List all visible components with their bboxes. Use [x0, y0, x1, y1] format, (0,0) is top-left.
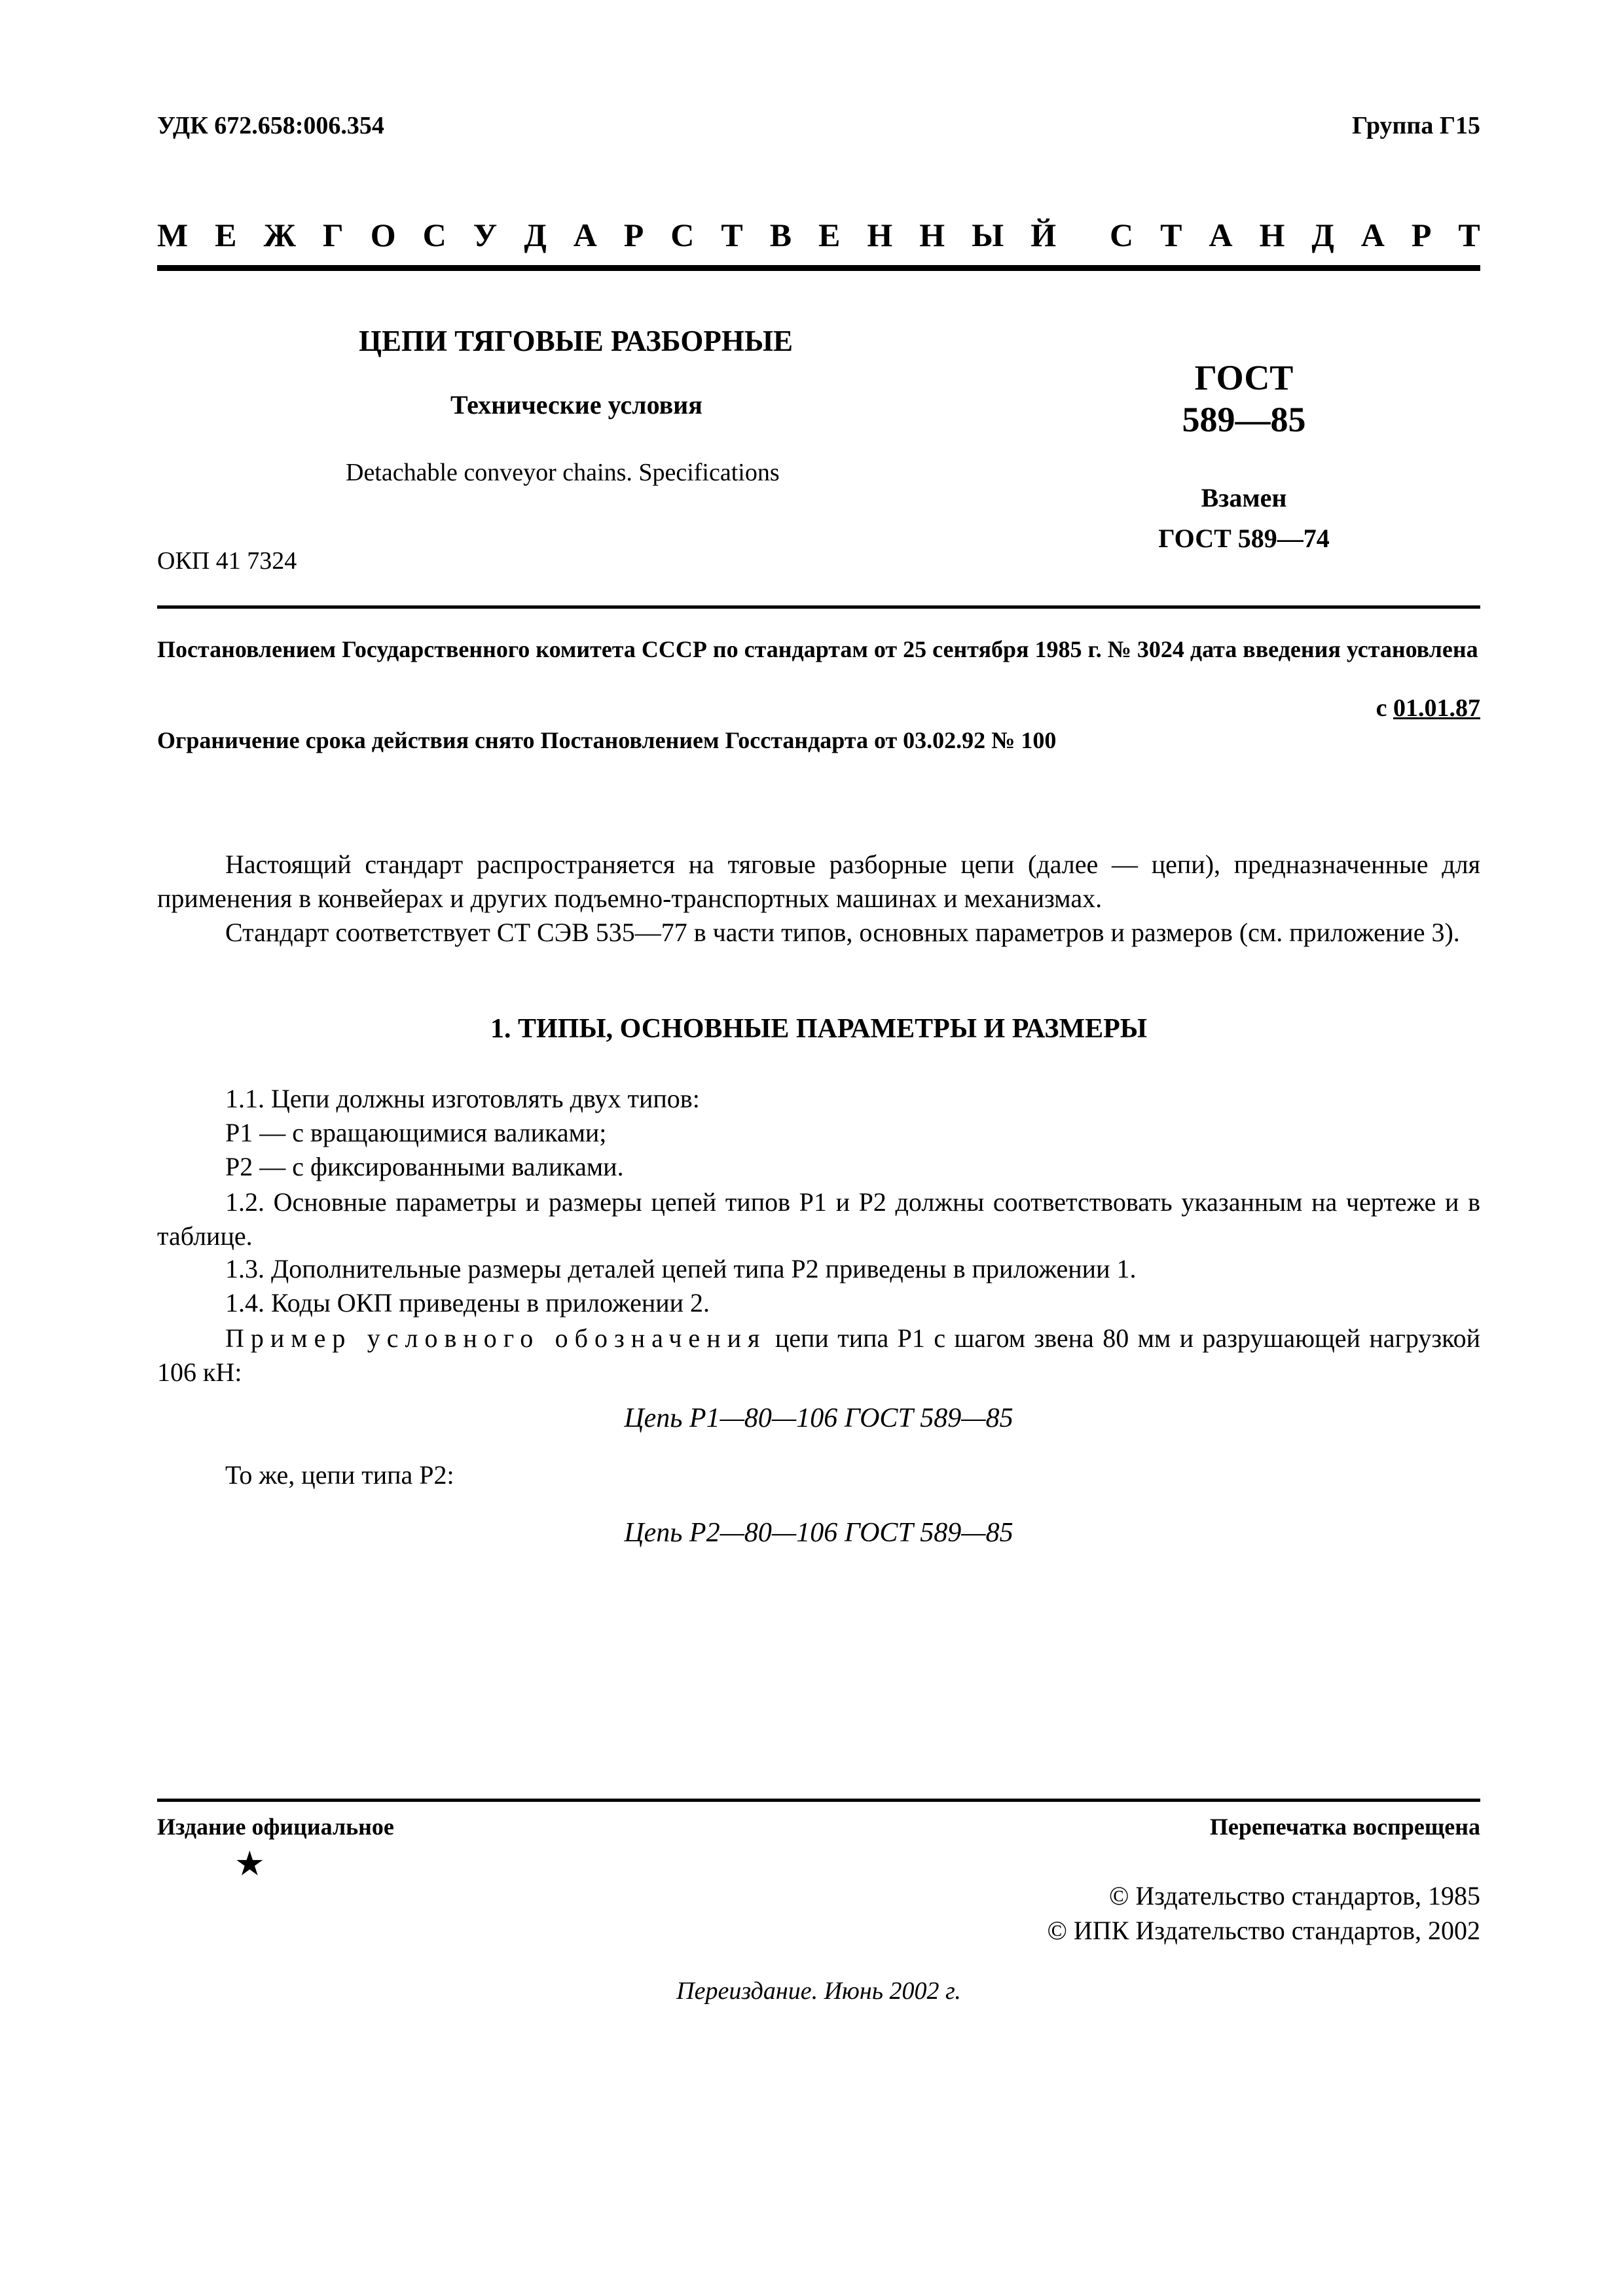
english-title: Detachable conveyor chains. Specifications: [346, 459, 780, 486]
star-icon: ★: [234, 1846, 265, 1883]
interstate-letter: С: [1110, 217, 1134, 253]
document-title: ЦЕПИ ТЯГОВЫЕ РАЗБОРНЫЕ: [359, 325, 793, 357]
interstate-letter: Т: [1160, 217, 1182, 253]
replaces-label: Взамен: [1201, 483, 1287, 512]
interstate-letter: А: [1209, 217, 1233, 253]
header-rule: [157, 265, 1480, 271]
gost-label: ГОСТ: [1194, 358, 1294, 397]
item-1-1: 1.1. Цепи должны изготовлять двух типов:: [225, 1084, 700, 1113]
item-1-2: 1.2. Основные параметры и размеры цепей типов Р1 и Р2 должны соответствовать указанным на чертеже и в таблице.: [157, 1187, 1480, 1251]
interstate-letter: У: [473, 217, 498, 253]
decree-text: Постановлением Государственного комитета СССР по стандартам от 25 сентября 1985 г. № 3024 дата введения установлена: [157, 636, 1478, 662]
interstate-letter: Р: [623, 217, 644, 253]
limit-removed-note: Ограничение срока действия снято Постановлением Госстандарта от 03.02.92 № 100: [157, 727, 1057, 753]
interstate-letter: Г: [322, 217, 344, 253]
interstate-letter: Д: [1311, 217, 1334, 253]
example-text: цепи типа Р1 с шагом звена 80 мм и разрушающей нагрузкой 106 кН:: [157, 1323, 1480, 1387]
interstate-letter: С: [670, 217, 695, 253]
type-p1: Р1 — с вращающимися валиками;: [225, 1118, 607, 1147]
okp-code: ОКП 41 7324: [157, 547, 297, 575]
item-1-4: 1.4. Коды ОКП приведены в приложении 2.: [225, 1288, 710, 1318]
footer-rule: [157, 1799, 1480, 1802]
interstate-letter: А: [1360, 217, 1385, 253]
date-prefix: с: [1376, 694, 1387, 722]
replaces-block: [1113, 478, 1375, 559]
section-1-heading: 1. ТИПЫ, ОСНОВНЫЕ ПАРАМЕТРЫ И РАЗМЕРЫ: [490, 1014, 1148, 1044]
interstate-letter: Н: [1259, 217, 1285, 253]
interstate-letter: Р: [1411, 217, 1432, 253]
document-subtitle: Технические условия: [450, 390, 702, 420]
example-designation-p1: Цепь Р1—80—106 ГОСТ 589—85: [624, 1403, 1013, 1433]
date-value: 01.01.87: [1393, 694, 1480, 722]
example-lead: Пример условного обозначения: [225, 1323, 767, 1353]
interstate-standard-heading: [157, 216, 1480, 254]
interstate-letter: А: [573, 217, 597, 253]
gost-number: 589—85: [1182, 400, 1306, 439]
interstate-letter: Ы: [972, 217, 1004, 253]
interstate-letter: Е: [215, 217, 237, 253]
interstate-letter: Т: [721, 217, 743, 253]
interstate-letter: Е: [818, 217, 841, 253]
udk-code: УДК 672.658:006.354: [157, 112, 384, 139]
item-1-3: 1.3. Дополнительные размеры деталей цепей типа Р2 приведены в приложении 1.: [225, 1254, 1137, 1283]
interstate-letter: В: [769, 217, 792, 253]
interstate-letter: М: [157, 217, 189, 253]
interstate-letter: Н: [867, 217, 893, 253]
interstate-letter: Ж: [263, 217, 296, 253]
group-code: Группа Г15: [1352, 112, 1480, 139]
type-p2: Р2 — с фиксированными валиками.: [225, 1152, 624, 1181]
interstate-letter: Т: [1458, 217, 1480, 253]
example-designation-p2: Цепь Р2—80—106 ГОСТ 589—85: [624, 1518, 1013, 1548]
title-rule: [157, 605, 1480, 609]
interstate-letter: С: [422, 217, 447, 253]
reprint-prohibited: Перепечатка воспрещена: [1209, 1814, 1480, 1840]
designation-example-paragraph: [157, 1321, 1480, 1390]
replaces-number: ГОСТ 589—74: [1158, 524, 1330, 553]
interstate-letter: Й: [1030, 217, 1057, 253]
same-for-p2: То же, цепи типа Р2:: [225, 1460, 454, 1490]
official-edition: Издание официальное: [157, 1814, 394, 1840]
introduction-date: [1376, 694, 1480, 723]
reissue-note: Переиздание. Июнь 2002 г.: [676, 1977, 961, 2005]
interstate-letter: О: [370, 217, 396, 253]
intro-paragraph-2: Стандарт соответствует СТ СЭВ 535—77 в части типов, основных параметров и размеров (см. приложение 3).: [225, 918, 1460, 947]
interstate-letter: Н: [919, 217, 945, 253]
intro-paragraph-1: Настоящий стандарт распространяется на тяговые разборные цепи (далее — цепи), предназначенные для применения в конвейерах и других подъемно-транспортных машинах и механизмах.: [157, 850, 1480, 913]
copyright-2002: © ИПК Издательство стандартов, 2002: [1047, 1916, 1480, 1945]
interstate-letter: Д: [524, 217, 547, 253]
copyright-1985: © Издательство стандартов, 1985: [1108, 1881, 1480, 1910]
gost-designation: [1113, 357, 1375, 440]
